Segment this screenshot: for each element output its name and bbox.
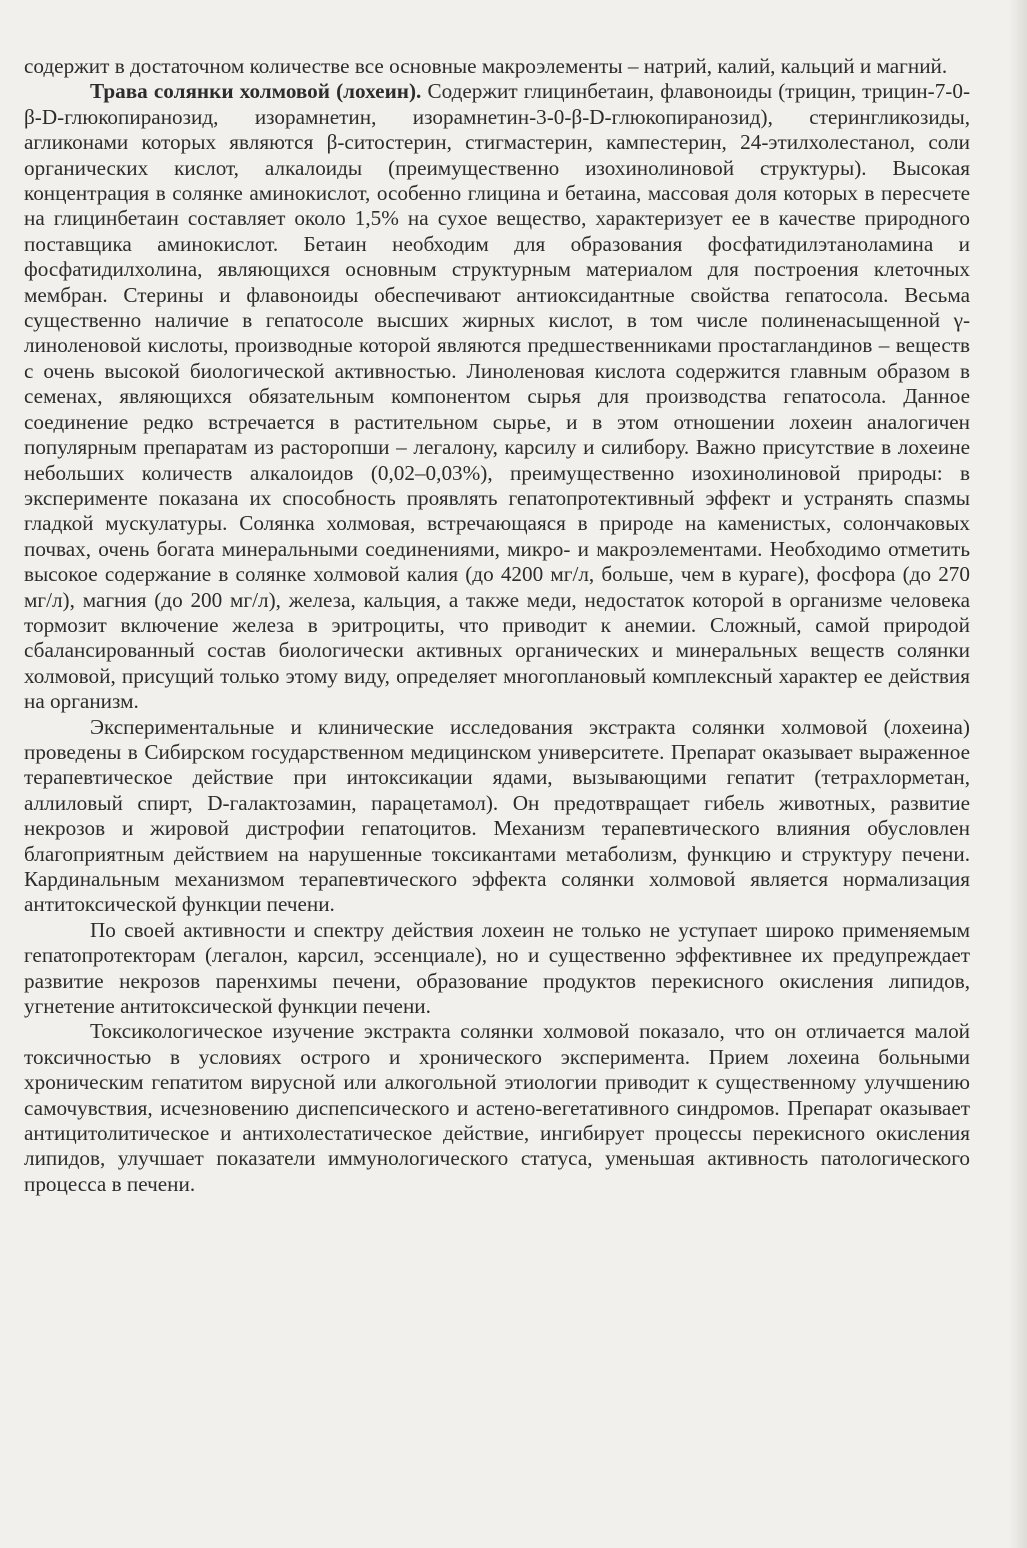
page-body — [24, 54, 970, 1197]
page-edge-shadow — [1009, 0, 1027, 1548]
paragraph-herb-description — [24, 79, 970, 714]
paragraph-experimental-studies: Экспериментальные и клинические исследования экстракта солянки холмовой (лохеина) проведены в Сибирском государственном медицинском университете. Препарат оказывает выраженное терапевтическое действие при интоксикации ядами, вызывающими гепатит (тетрахлорметан, аллиловый спирт, D-галактозамин, парацетамол). Он предотвращает гибель животных, развитие некрозов и жировой дистрофии гепатоцитов. Механизм терапевтического влияния обусловлен благоприятным действием на нарушенные токсикантами метаболизм, функцию и структуру печени. Кардинальным механизмом терапевтического эффекта солянки холмовой является нормализация антитоксической функции печени. — [24, 714, 970, 917]
section-heading: Трава солянки холмовой (лохеин). — [90, 79, 422, 104]
paragraph-activity-comparison: По своей активности и спектру действия лохеин не только не уступает широко применяемым гепатопротекторам (легалон, карсил, эссенциале), но и существенно эффективнее их предупреждает развитие некрозов паренхимы печени, образование продуктов перекисного окисления липидов, угнетение антитоксической функции печени. — [24, 917, 970, 1019]
paragraph-toxicology: Токсикологическое изучение экстракта солянки холмовой показало, что он отличается малой токсичностью в условиях острого и хронического эксперимента. Прием лохеина больными хроническим гепатитом вирусной или алкогольной этиологии приводит к существенному улучшению самочувствия, исчезновению диспепсического и астено-вегетативного синдромов. Препарат оказывает антицитолитическое и антихолестатическое действие, ингибирует процессы перекисного окисления липидов, улучшает показатели иммунологического статуса, уменьшая активность патологического процесса в печени. — [24, 1019, 970, 1196]
paragraph-herb-text: Содержит глицинбетаин, флавоноиды (трицин, трицин-7-0-β-D-глюкопиранозид, изорамнетин, изорамнетин-3-0-β-D-глюкопиранозид), стерингликозиды, агликонами которых являются β-ситостерин, стигмастерин, кампестерин, 24-этилхолестанол, соли органических кислот, алкалоиды (преимущественно изохинолиновой структуры). Высокая концентрация в солянке аминокислот, особенно глицина и бетаина, массовая доля которых в пересчете на глицинбетаин составляет около 1,5% на сухое вещество, характеризует ее в качестве природного поставщика аминокислот. Бетаин необходим для образования фосфатидилэтаноламина и фосфатидилхолина, являющихся основным структурным материалом для построения клеточных мембран. Стерины и флавоноиды обеспечивают антиоксидантные свойства гепатосола. Весьма существенно наличие в гепатосоле высших жирных кислот, в том числе полиненасыщенной γ-линоленовой кислоты, производные которой являются предшественниками простагландинов – веществ с очень высокой биологической активностью. Линоленовая кислота содержится главным образом в семенах, являющихся обязательным компонентом сырья для производства гепатосола. Данное соединение редко встречается в растительном сырье, и в этом отношении лохеин аналогичен популярным препаратам из расторопши – легалону, карсилу и силибору. Важно присутствие в лохеине небольших количеств алкалоидов (0,02–0,03%), преимущественно изохинолиновой природы: в эксперименте показана их способность проявлять гепатопротективный эффект и устранять спазмы гладкой мускулатуры. Солянка холмовая, встречающаяся в природе на каменистых, солончаковых почвах, очень богата минеральными соединениями, микро- и макроэлементами. Необходимо отметить высокое содержание в солянке холмовой калия (до 4200 мг/л, больше, чем в кураге), фосфора (до 270 мг/л), магния (до 200 мг/л), железа, кальция, а также меди, недостаток которой в организме человека тормозит включение железа в эритроциты, что приводит к анемии. Сложный, самой природой сбалансированный состав биологически активных органических и минеральных веществ солянки холмовой, присущий только этому виду, определяет многоплановый комплексный характер ее действия на организм. — [24, 79, 971, 714]
paragraph-continuation: содержит в достаточном количестве все основные макроэлементы – натрий, калий, кальций и магний. — [24, 54, 948, 78]
